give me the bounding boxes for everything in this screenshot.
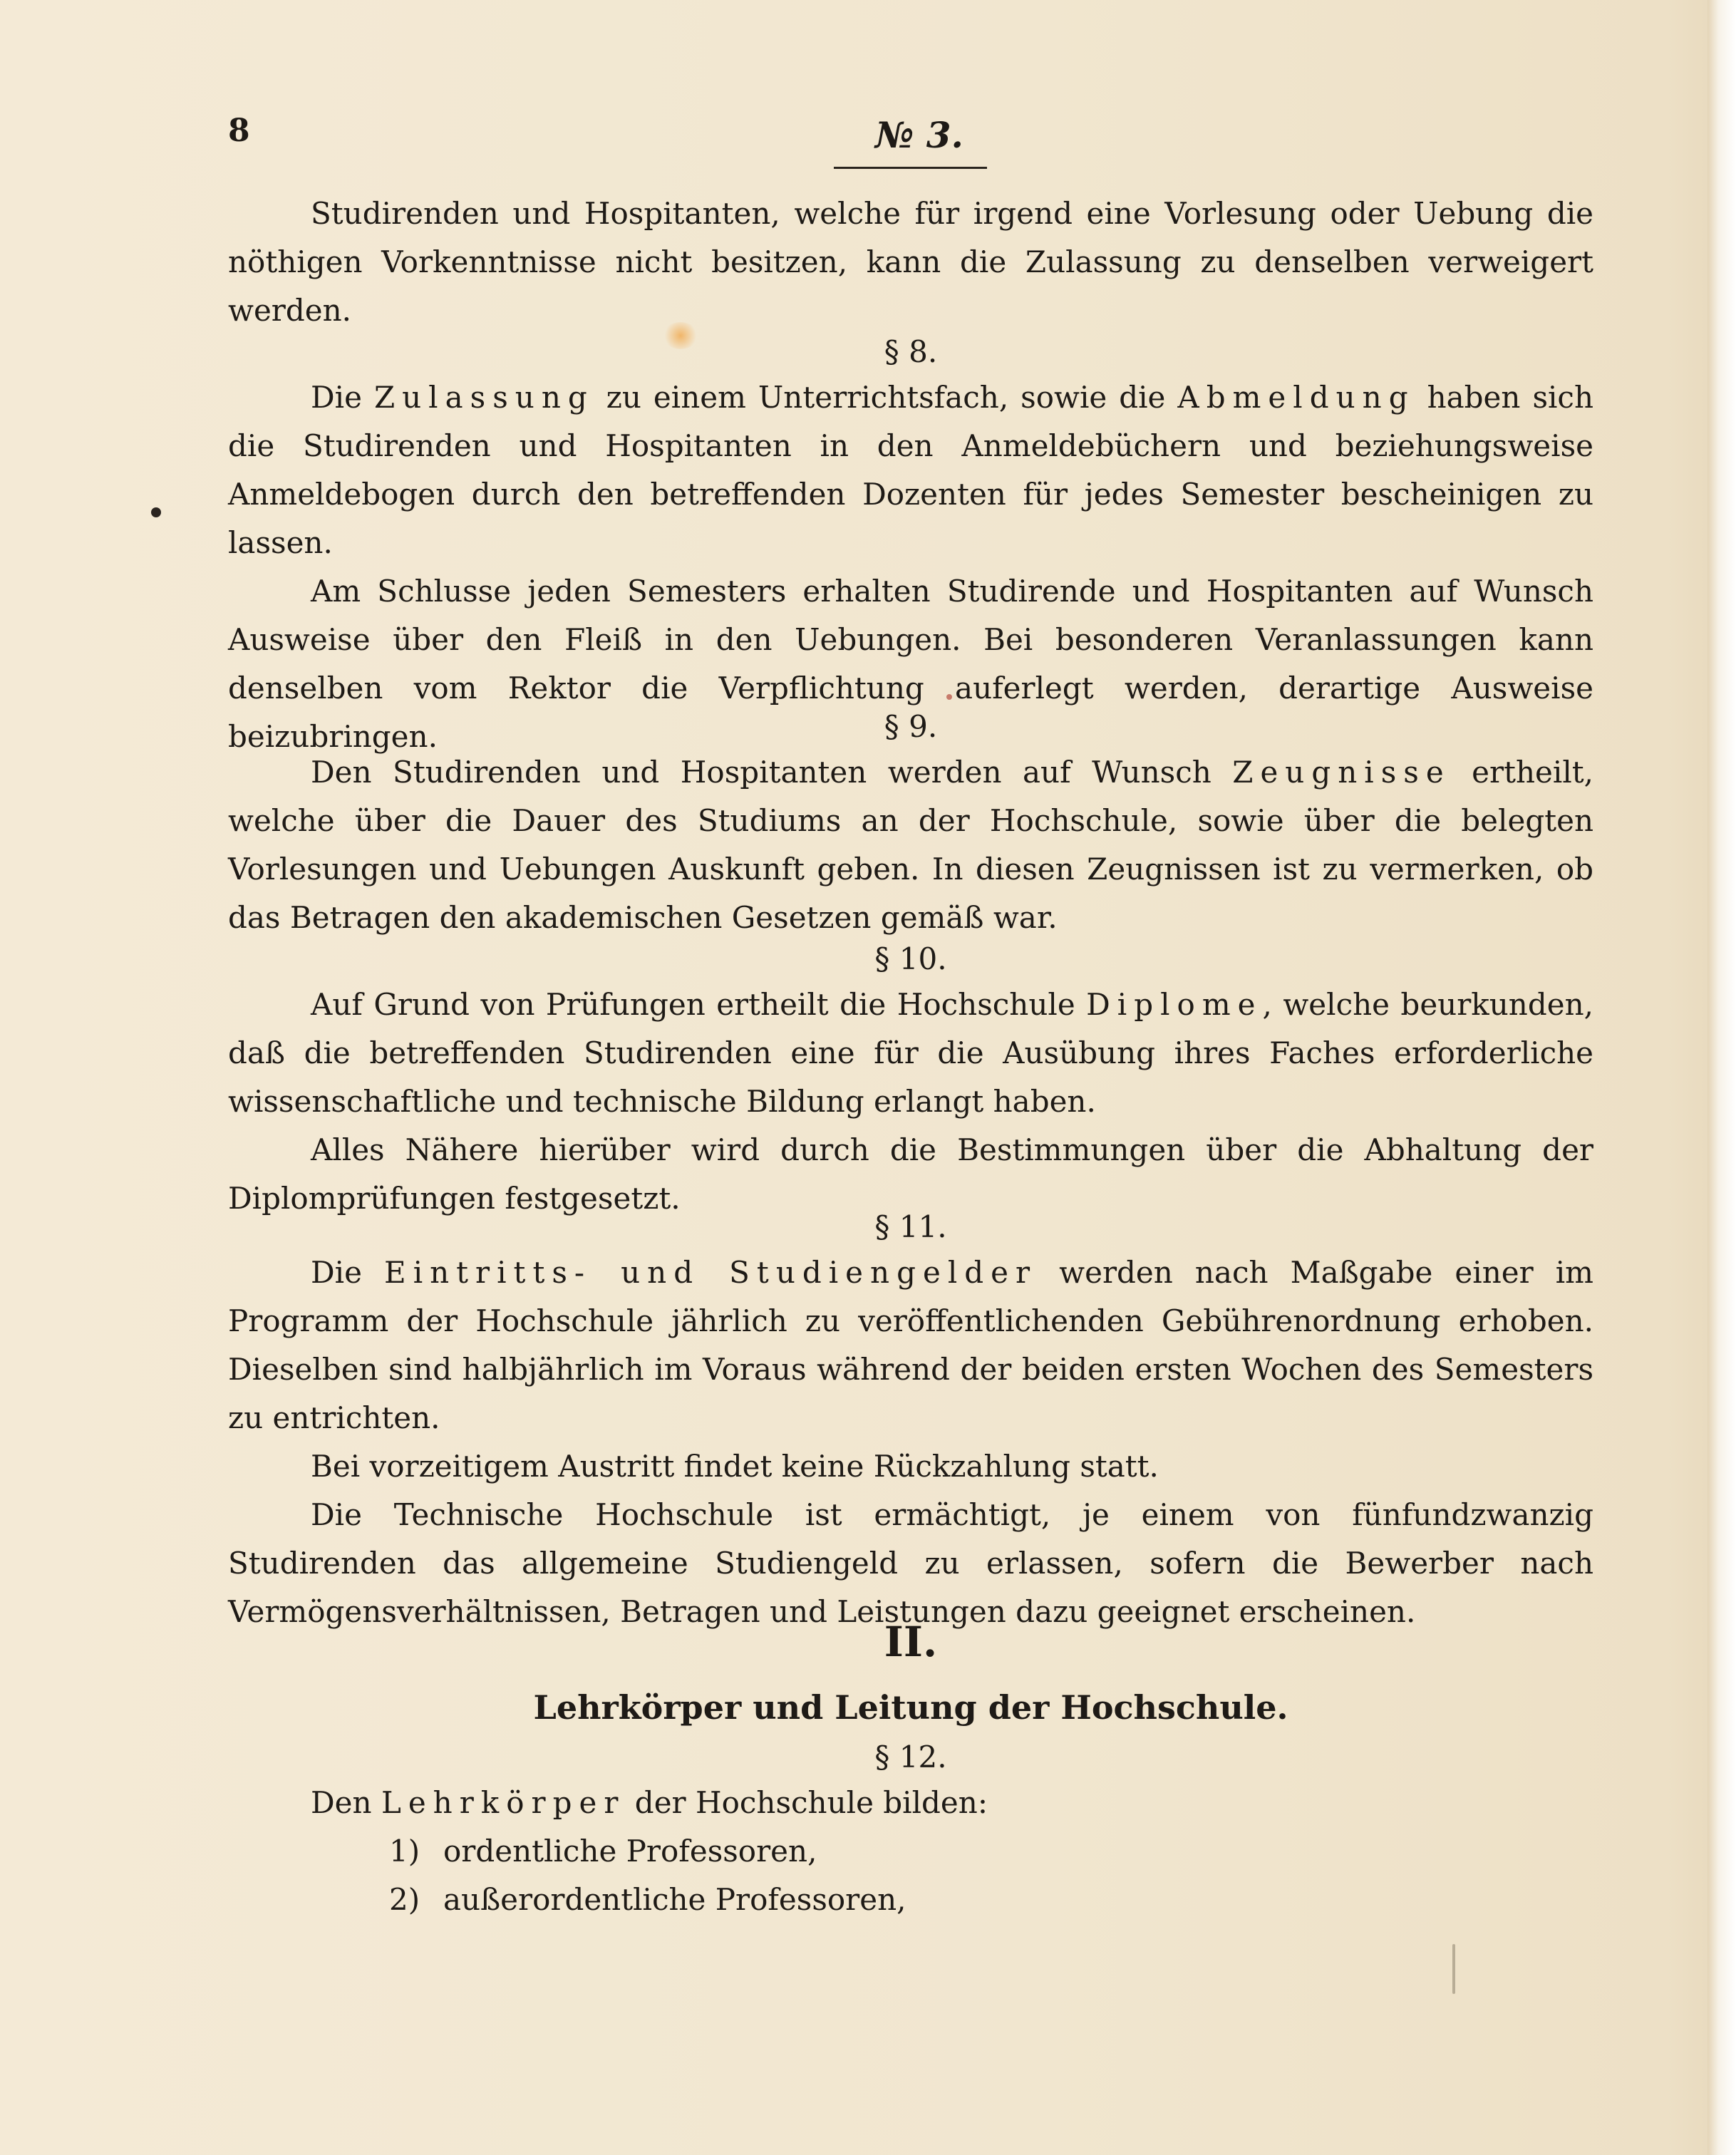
text-run: , welche beurkunden, daß die betreffenden Studirenden eine für die Ausübung ihres Faches erforderliche wissenschaftliche und technische Bildung erlangt haben. <box>228 987 1593 1119</box>
text-run: Den Studirenden und Hospitanten werden auf Wunsch <box>311 755 1233 790</box>
issue-number: № 3. <box>875 114 963 156</box>
text-run: haben sich die Studirenden und Hospitanten in den Anmeldebüchern und beziehungsweise Anmeldebogen durch den betreffenden Dozenten für jedes Semester bescheinigen zu lassen. <box>228 380 1593 560</box>
continuation-paragraph: Studirenden und Hospitanten, welche für irgend eine Vorlesung oder Uebung die nöthigen Vorkenntnisse nicht besitzen, kann die Zulassung zu denselben verweigert werden. <box>228 196 1593 328</box>
list-item <box>228 1876 1593 1924</box>
paper-stain <box>1452 1944 1455 1994</box>
section-heading: § 12. <box>874 1740 947 1774</box>
section-9 <box>228 706 1593 942</box>
part-title: Lehrkörper und Leitung der Hochschule. <box>533 1688 1288 1727</box>
part-2-heading <box>228 1616 1593 1732</box>
section-12 <box>228 1736 1593 1924</box>
section-11-paragraph-2: Bei vorzeitigem Austritt findet keine Rückzahlung statt. <box>311 1449 1159 1484</box>
list-number: 2) <box>389 1882 420 1917</box>
continuation-block <box>228 190 1593 335</box>
section-11-paragraph-3: Die Technische Hochschule ist ermächtigt, je einem von fünfundzwanzig Studirenden das allgemeine Studiengeld zu erlassen, sofern die Bewerber nach Vermögensverhältnissen, Betragen und Leistungen dazu geeignet erscheinen. <box>228 1497 1593 1629</box>
text-run: Die <box>311 1255 385 1290</box>
section-12-paragraph-1 <box>228 1779 1593 1827</box>
ink-dot <box>151 507 161 517</box>
spaced-term: Eintritts- und Studiengelder <box>384 1255 1038 1290</box>
section-heading: § 9. <box>884 709 938 744</box>
text-run: Den <box>311 1785 381 1820</box>
spaced-term: Abmeldung <box>1177 380 1415 415</box>
page-number: 8 <box>228 113 250 149</box>
faculty-list <box>228 1827 1593 1924</box>
list-item <box>228 1827 1593 1876</box>
text-run: ertheilt, welche über die Dauer des Studiums an der Hochschule, sowie über die belegten Vorlesungen und Uebungen Auskunft geben. In diesen Zeugnissen ist zu vermerken, ob das Betragen den akademischen Gesetzen gemäß war. <box>228 755 1593 935</box>
page-edge <box>1707 0 1736 2155</box>
list-number: 1) <box>389 1834 420 1869</box>
spaced-term: Lehrkörper <box>381 1785 626 1820</box>
section-10-paragraph-1 <box>228 981 1593 1126</box>
section-8-paragraph-2: Am Schlusse jeden Semesters erhalten Studirende und Hospitanten auf Wunsch Ausweise über den Fleiß in den Uebungen. Bei besonderen Veranlassungen kann denselben vom Rektor die Verpflichtung auferlegt werden, derartige Ausweise beizubringen. <box>228 574 1593 754</box>
section-heading: § 8. <box>884 334 938 369</box>
section-9-paragraph-1 <box>228 748 1593 942</box>
section-8-paragraph-1 <box>228 373 1593 567</box>
section-11 <box>228 1206 1593 1636</box>
section-heading: § 11. <box>874 1209 947 1244</box>
text-run: werden nach Maßgabe einer im Programm der Hochschule jährlich zu veröffentlichenden Gebührenordnung erhoben. Dieselben sind halbjährlich im Voraus während der beiden ersten Wochen des Semesters zu entrichten. <box>228 1255 1593 1435</box>
list-text: außerordentliche Professoren, <box>443 1882 906 1917</box>
section-10-paragraph-2: Alles Nähere hierüber wird durch die Bestimmungen über die Abhaltung der Diplomprüfungen festgesetzt. <box>228 1132 1593 1216</box>
header-rule <box>834 167 987 169</box>
spaced-term: Diplome <box>1086 987 1263 1022</box>
spaced-term: Zeugnisse <box>1232 755 1451 790</box>
text-run: zu einem Unterrichtsfach, sowie die <box>594 380 1178 415</box>
spaced-term: Zulassung <box>373 380 594 415</box>
section-heading: § 10. <box>874 941 947 976</box>
part-numeral: II. <box>884 1618 938 1666</box>
section-8 <box>228 331 1593 761</box>
list-text: ordentliche Professoren, <box>443 1834 817 1869</box>
text-run: Auf Grund von Prüfungen ertheilt die Hochschule <box>311 987 1087 1022</box>
text-run: Die <box>311 380 374 415</box>
section-10 <box>228 938 1593 1223</box>
text-run: der Hochschule bilden: <box>625 1785 988 1820</box>
section-11-paragraph-1 <box>228 1249 1593 1442</box>
